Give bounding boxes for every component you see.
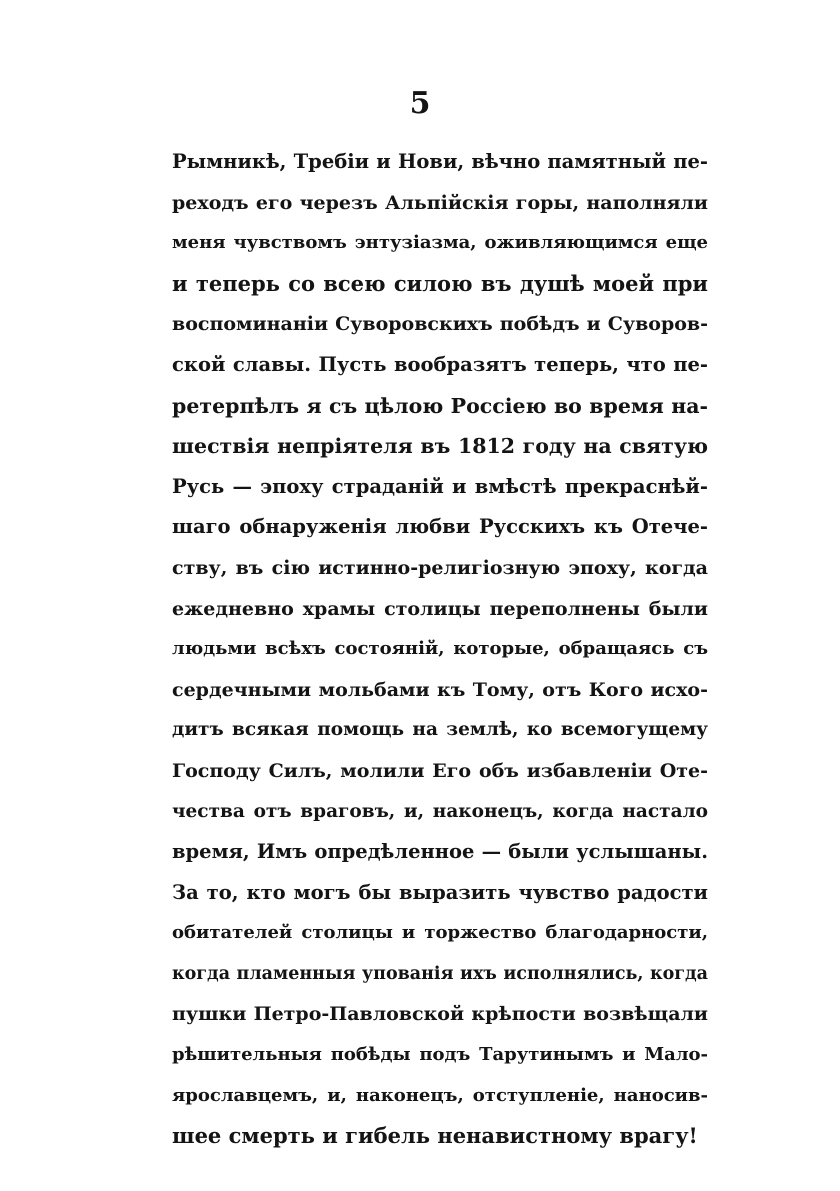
- text-line: меня чувствомъ энтузіазма, оживляющимся еще: [172, 232, 708, 254]
- text-line: шаго обнаруженія любви Русскихъ къ Отече-: [172, 515, 708, 539]
- text-line: воспоминаніи Суворовскихъ побѣдъ и Суворов-: [172, 313, 708, 336]
- text-line: рѣшительныя побѣды подъ Тарутинымъ и Мало-: [172, 1044, 708, 1066]
- text-line: реходъ его черезъ Альпійскія горы, наполняли: [172, 191, 708, 214]
- text-line: людьми всѣхъ состояній, которые, обращаясь съ: [172, 638, 708, 660]
- text-line: шествія непріятеля въ 1812 году на святую: [172, 434, 708, 459]
- text-line: ретерпѣлъ я съ цѣлою Россіею во время на-: [172, 393, 708, 418]
- text-line: обитателей столицы и торжество благодарности,: [172, 922, 708, 944]
- text-line: ской славы. Пусть вообразятъ теперь, что пе-: [172, 352, 708, 376]
- text-line: Господу Силъ, молили Его объ избавленіи Оте-: [172, 759, 708, 782]
- text-line: пушки Петро-Павловской крѣпости возвѣщали: [172, 1003, 708, 1026]
- page-number: 5: [409, 86, 431, 121]
- text-line: ежедневно храмы столицы переполнены были: [172, 597, 708, 620]
- text-line: дитъ всякая помощь на землѣ, ко всемогущему: [172, 719, 708, 741]
- text-line: Рымникѣ, Требіи и Нови, вѣчно памятный пе-: [172, 150, 708, 173]
- text-line: чества отъ враговъ, и, наконецъ, когда настало: [172, 800, 708, 822]
- text-line: когда пламенныя упованія ихъ исполнялись, когда: [172, 963, 708, 984]
- text-line: Русь — эпоху страданій и вмѣстѣ прекраснѣй-: [172, 474, 708, 498]
- text-line: время, Имъ опредѣленное — были услышаны.: [172, 840, 708, 864]
- text-line: За то, кто могъ бы выразить чувство радости: [172, 880, 708, 904]
- body-text: [172, 142, 708, 1157]
- text-line: и теперь со всею силою въ душѣ моей при: [172, 270, 708, 296]
- text-line: ству, въ сію истинно-религіозную эпоху, когда: [172, 556, 708, 579]
- text-line: сердечными мольбами къ Тому, отъ Кого исхо-: [172, 678, 708, 701]
- text-line: ярославцемъ, и, наконецъ, отступленіе, наносив-: [172, 1084, 708, 1106]
- text-line: шее смерть и гибель ненавистному врагу!: [172, 1123, 698, 1149]
